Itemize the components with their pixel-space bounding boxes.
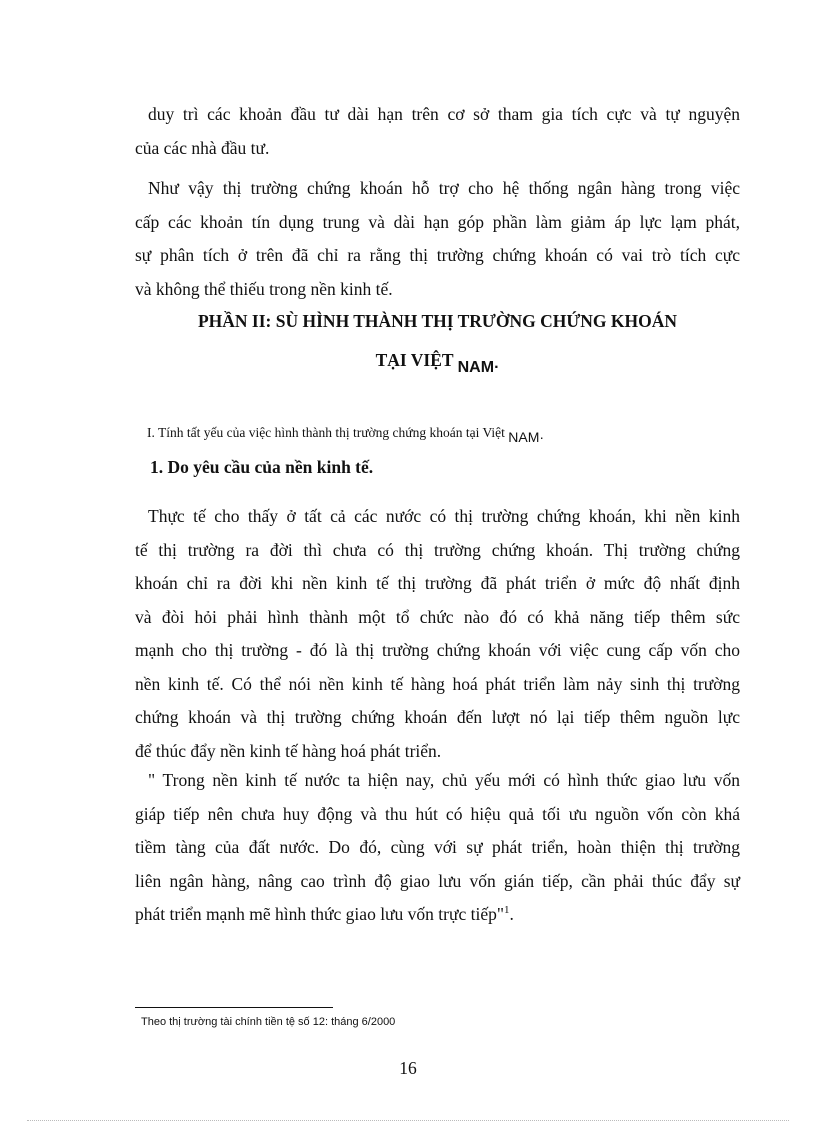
section-title: [147, 424, 545, 445]
paragraph-line: liên ngân hàng, nâng cao trình độ giao lưu vốn gián tiếp, cần phải thúc đẩy sự: [135, 870, 740, 891]
section-title-text: I. Tính tất yếu của việc hình thành thị trường chứng khoán tại Việt: [147, 425, 509, 440]
footnote-separator: [135, 1007, 333, 1008]
part-heading-line-2: [135, 350, 740, 376]
paragraph-line: nền kinh tế. Có thể nói nền kinh tế hàng hoá phát triển làm nảy sinh thị trường: [135, 673, 740, 694]
paragraph-line: và không thể thiếu trong nền kinh tế.: [135, 278, 393, 299]
paragraph-line: cấp các khoản tín dụng trung và dài hạn góp phần làm giảm áp lực lạm phát,: [135, 211, 740, 232]
paragraph-line: và đòi hỏi phải hình thành một tổ chức nào đó có khả năng tiếp thêm sức: [135, 606, 740, 627]
paragraph-line: phát triển mạnh mẽ hình thức giao lưu vốn trực tiếp": [135, 904, 504, 924]
paragraph-line: mạnh cho thị trường - đó là thị trường chứng khoán với việc cung cấp vốn cho: [135, 640, 740, 660]
paragraph-line: sự phân tích ở trên đã chỉ ra rằng thị trường chứng khoán có vai trò tích cực: [135, 245, 740, 265]
paragraph-line: khoán chỉ ra đời khi nền kinh tế thị trường đã phát triển ở mức độ nhất định: [135, 573, 740, 593]
page-bottom-border: [27, 1120, 789, 1121]
paragraph-line: " Trong nền kinh tế nước ta hiện nay, chủ yếu mới có hình thức giao lưu vốn: [148, 770, 740, 790]
paragraph-line: duy trì các khoản đầu tư dài hạn trên cơ sở tham gia tích cực và tự nguyện: [148, 104, 740, 124]
footnote: Theo thị trường tài chính tiền tệ số 12: tháng 6/2000: [141, 1016, 396, 1028]
part-heading: PHẦN II: SÙ HÌNH THÀNH THỊ TRƯỜNG CHỨNG KHOÁN: [197, 311, 678, 331]
paragraph-line: tế thị trường ra đời thì chưa có thị trường chứng khoán. Thị trường chứng: [135, 539, 740, 560]
paragraph-1: [135, 98, 740, 165]
paragraph-line: Thực tế cho thấy ở tất cả các nước có thị trường chứng khoán, khi nền kinh: [148, 506, 740, 526]
paragraph-line: của các nhà đầu tư.: [135, 137, 270, 158]
paragraph-last-line: [135, 898, 740, 932]
heading-text: TẠI VIỆT: [375, 350, 458, 370]
paragraph-line: Như vậy thị trường chứng khoán hỗ trợ cho hệ thống ngân hàng trong việc: [148, 178, 740, 198]
paragraph-2: [135, 172, 740, 306]
paragraph-line: giáp tiếp nên chưa huy động và thu hút có hiệu quả tối ưu nguồn vốn còn khá: [135, 803, 740, 824]
heading-nam: NAM·: [457, 359, 500, 376]
subsection-title: 1. Do yêu cầu của nền kinh tế.: [150, 457, 374, 477]
page-number: 16: [399, 1058, 417, 1078]
end-punctuation: .: [509, 904, 514, 924]
paragraph-line: tiềm tàng của đất nước. Do đó, cùng với sự phát triển, hoàn thiện thị trường: [135, 837, 740, 857]
section-title-nam: NAM·: [508, 429, 545, 445]
paragraph-line: để thúc đẩy nền kinh tế hàng hoá phát triển.: [135, 740, 442, 761]
paragraph-4: [135, 764, 740, 932]
paragraph-line: chứng khoán và thị trường chứng khoán đến lượt nó lại tiếp thêm nguồn lực: [135, 707, 740, 727]
paragraph-3: [135, 500, 740, 768]
footnote-reference[interactable]: 1: [504, 904, 510, 917]
